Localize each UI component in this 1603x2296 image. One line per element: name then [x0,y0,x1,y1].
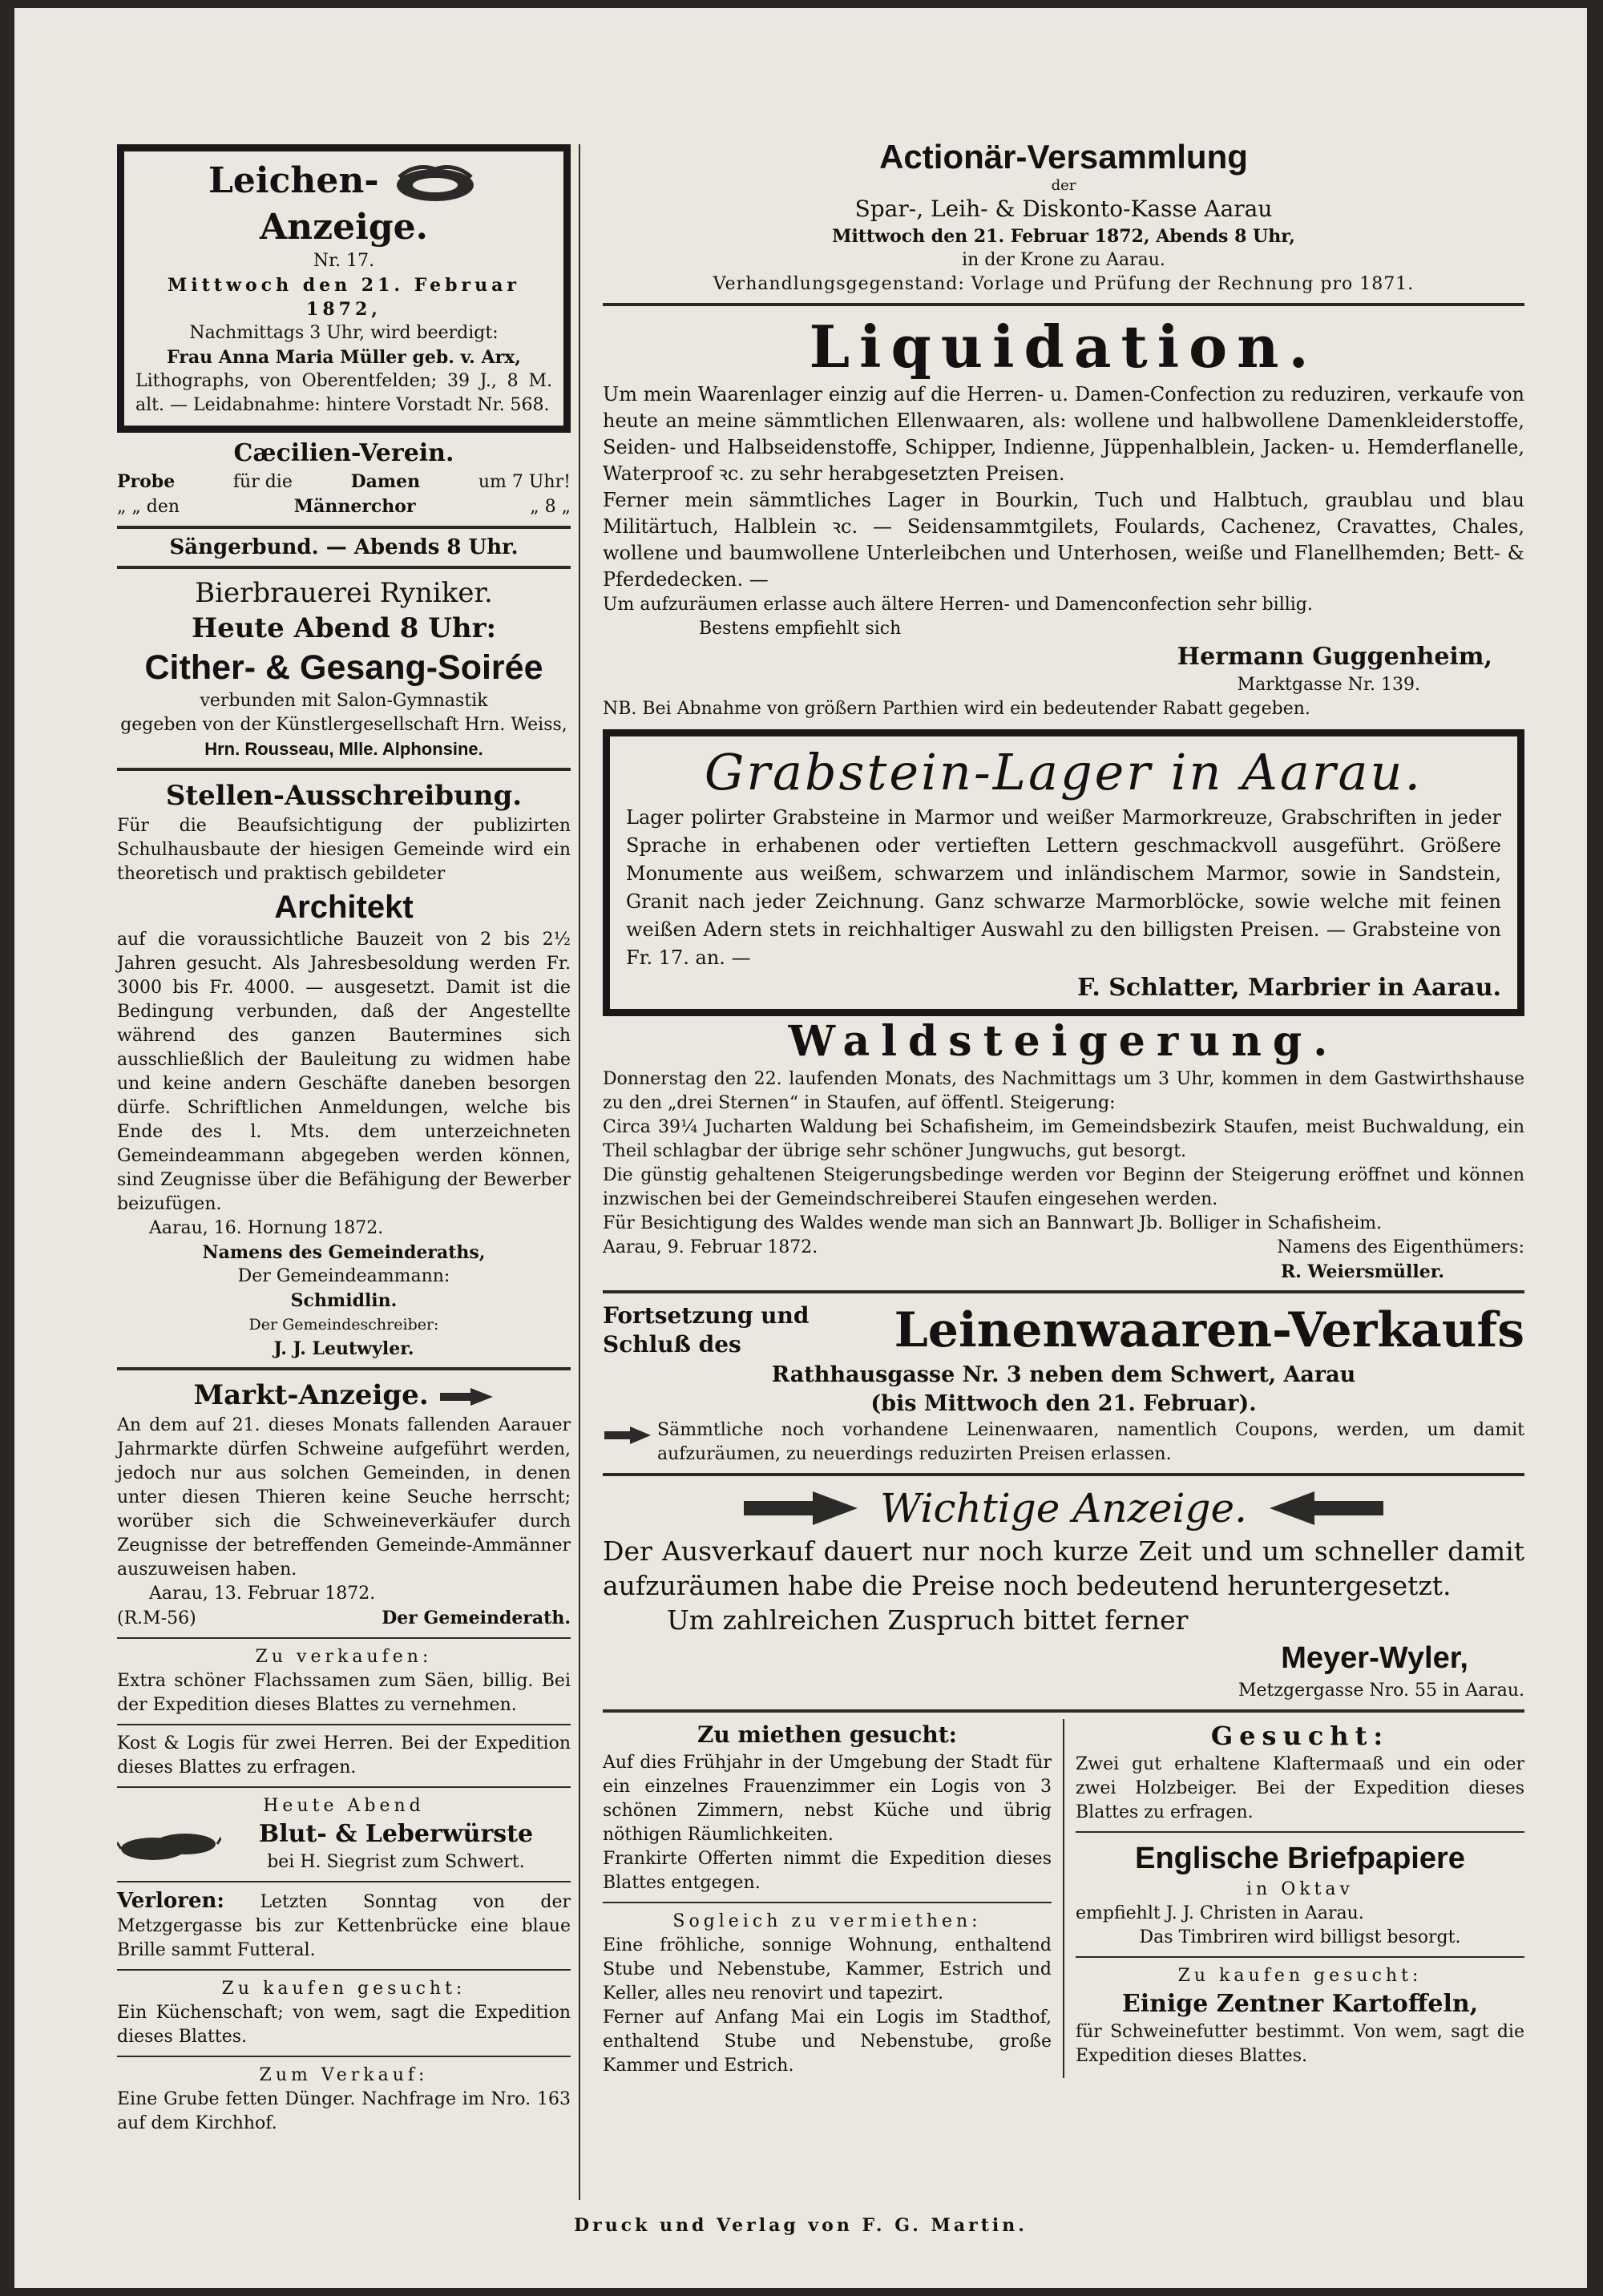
caecilien-line2 [117,494,571,519]
death-notice [117,144,571,433]
forest-p2: Circa 39¼ Jucharten Waldung bei Schafisheim, im Gemeindsbezirk Staufen, meist Buchwaldung, ein Theil schlagbar der übrige sehr schöner Jungwuchs, gut besorgt. [603,1117,1524,1161]
job-sig4: Der Gemeindeschreiber: [248,1315,439,1334]
job-title: Stellen-Ausschreibung. [165,779,523,812]
bottom-ads-left [603,1719,1052,2078]
market-body: An dem auf 21. dieses Monats fallenden Aarauer Jahrmarkte dürfen Schweine aufgeführt werden, jedoch nur aus solchen Gemeinden, in denen unter diesen Thieren keine Seuche herrscht; worüber sich die Schweineverkäufer durch Zeugnisse der betreffenden Gemeinde-Ammänner auszuweisen haben. [117,1414,571,1580]
death-notice-name: Frau Anna Maria Müller geb. v. Arx, [167,346,521,368]
right-column [603,136,1524,2078]
liquidation-p4: Bestens empfiehlt sich [699,619,902,639]
potato-title: Zu kaufen gesucht: [1177,1966,1423,1986]
rule [1076,1956,1524,1958]
linen-addr: Rathhausgasse Nr. 3 neben dem Schwert, Aarau [771,1362,1356,1387]
stationery-title: Englische Briefpapiere [1135,1842,1465,1875]
caecilien-damen: Damen [350,470,421,492]
forest-date: Aarau, 9. Februar 1872. [603,1237,818,1257]
for-rent-body2: Ferner auf Anfang Mai ein Logis im Stadthof, enthaltend Stube und Nebenstube, große Kammer und Estrich. [603,2007,1052,2076]
job-sig2: Der Gemeindeammann: [237,1265,450,1286]
forest-p3: Die günstig gehaltenen Steigerungsbedinge werden vor Beginn der Steigerung eröffnet und können inzwischen bei der Gemeindschreiberei Staufen eingesehen werden. [603,1165,1524,1209]
rule [603,1902,1052,1903]
potato-big: Einige Zentner Kartoffeln, [1121,1990,1479,2018]
lost-notice [117,1889,571,1963]
linen-header [603,1300,1524,1361]
rule [117,768,571,771]
gravestone-box [603,729,1524,1016]
job-position: Architekt [274,889,414,925]
shareholder-place: in der Krone zu Aarau. [962,250,1165,270]
important-addr: Metzgergasse Nro. 55 in Aarau. [1238,1681,1524,1701]
wanted-body: Zwei gut erhaltene Klaftermaaß und ein oder zwei Holzbeiger. Bei der Expedition dieses Blattes zu erfragen. [1076,1754,1524,1822]
rule [603,1290,1524,1293]
forest-sig2: R. Weiersmüller. [1280,1261,1444,1282]
sausage-icon [117,1826,221,1866]
wanted-title: Gesucht: [1210,1721,1390,1751]
bottom-ads [603,1719,1524,2078]
liquidation-p2: Ferner mein sämmtliches Lager in Bourkin, Tuch und Halbtuch, graublau und blau Militärtuch, Halblein ꝛc. — Seidensammtgilets, Foulards, Cachenez, Cravattes, Chales, wollene und baumwollene Unterleibchen und Unterhosen, weiße und Flanellhemden; Bett- & Pferdedecken. — [603,489,1524,591]
linen-title: Leinenwaaren-Verkaufs [894,1302,1524,1358]
rent-wanted-title: Zu miethen gesucht: [697,1721,958,1748]
forest-p1: Donnerstag den 22. laufenden Monats, des Nachmittags um 3 Uhr, kommen in dem Gastwirthshause zu den „drei Sternen“ in Staufen, auf öffentl. Steigerung: [603,1069,1524,1113]
linen-until: (bis Mittwoch den 21. Februar). [870,1391,1257,1416]
liquidation-title: Liquidation. [809,313,1318,381]
stationery-sub: in Oktav [1246,1879,1354,1899]
column-divider [579,144,580,2200]
for-rent-body1: Eine fröhliche, sonnige Wohnung, enthaltend Stube und Nebenstube, Kammer, Estrich und Keller, alles neu renovirt und tapezirt. [603,1935,1052,2003]
sausage-title: Blut- & Leberwürste [258,1819,534,1848]
death-notice-time: Nachmittags 3 Uhr, wird beerdigt: [189,322,499,343]
death-notice-title-right: Anzeige. [260,206,428,248]
market-date: Aarau, 13. Februar 1872. [149,1583,376,1604]
imprint: Druck und Verlag von F. G. Martin. [574,2215,1028,2236]
shareholder-bank: Spar-, Leih- & Diskonto-Kasse Aarau [854,196,1273,222]
rule [117,526,571,529]
job-place-date: Aarau, 16. Hornung 1872. [149,1217,384,1238]
caecilien-title: Cæcilien-Verein. [233,438,454,467]
caecilien-den: „ „ den [117,496,180,517]
shareholder-title: Actionär-Versammlung [879,138,1248,176]
liquidation-sig: Hermann Guggenheim, [1177,643,1492,671]
linen-pre1: Fortsetzung und [603,1302,810,1329]
brewery-line3: Hrn. Rousseau, Mlle. Alphonsine. [204,738,483,759]
death-notice-details: Lithographs, von Oberentfelden; 39 J., 8 M. alt. — Leidabnahme: hintere Vorstadt Nr. 568. [135,370,552,415]
market-sig-row [117,1606,571,1631]
potato-body: für Schweinefutter bestimmt. Von wem, sagt die Expedition dieses Blattes. [1076,2022,1524,2066]
market-title [117,1377,571,1414]
brewery-event: Cither- & Gesang-Soirée [144,648,543,687]
rule [117,1724,571,1725]
death-notice-date: Mittwoch den 21. Februar 1872, [168,274,520,320]
forest-sig1: Namens des Eigenthümers: [1277,1237,1524,1257]
linen-pre2: Schluß des [603,1331,741,1358]
left-column [117,144,571,2136]
rule [117,1367,571,1370]
market-title-text: Markt-Anzeige. [193,1378,429,1411]
shareholder-agenda: Verhandlungsgegenstand: Vorlage und Prüfung der Rechnung pro 1871. [713,274,1415,294]
forest-sig-row [603,1236,1524,1260]
caecilien-maennerchor: Männerchor [293,495,416,517]
stationery-line: empfiehlt J. J. Christen in Aarau. [1076,1903,1364,1923]
sausage-line3: bei H. Siegrist zum Schwert. [267,1851,525,1872]
manure-body: Eine Grube fetten Dünger. Nachfrage im Nro. 163 auf dem Kirchhof. [117,2088,571,2133]
gravestone-body: Lager polirter Grabsteine in Marmor und weißer Marmorkreuze, Grabschriften in jeder Sprache in erhabenen oder vertieften Lettern geschmackvoll ausgeführt. Größere Monumente aus weißem, schwarzem und inländischem Marmor, sowie in Sandstein, Granit nach jeder Zeichnung. Ganz schwarze Marmorblöcke, sowie welche mit feinen weißen Adern stets in reichhaltiger Auswahl zu den billigsten Preisen. — Grabsteine von Fr. 17. an. — [626,806,1501,969]
brewery-line2: gegeben von der Künstlergesellschaft Hrn. Weiss, [120,714,567,735]
death-notice-nr: Nr. 17. [313,250,375,271]
pointing-hand-icon [603,1423,652,1447]
important-header [603,1483,1524,1534]
board-body: Kost & Logis für zwei Herren. Bei der Expedition dieses Blattes zu erfragen. [117,1733,571,1777]
bottom-ads-divider [1063,1719,1064,2078]
gravestone-sig: F. Schlatter, Marbrier in Aarau. [1077,974,1501,1002]
liquidation-p3: Um aufzuräumen erlasse auch ältere Herren- und Damenconfection sehr billig. [603,595,1313,615]
newspaper-page [14,8,1587,2288]
job-sig5: J. J. Leutwyler. [273,1338,414,1359]
job-intro: Für die Beaufsichtigung der publizirten Schulhausbaute der hiesigen Gemeinde wird ein theoretisch und praktisch gebildeter [117,815,571,884]
brewery-time: Heute Abend 8 Uhr: [191,611,497,644]
lost-label: Verloren: [117,1888,224,1913]
rule [1076,1831,1524,1833]
rule [603,1473,1524,1476]
manure-title: Zum Verkauf: [259,2064,429,2085]
forest-title: Waldsteigerung. [788,1017,1339,1066]
saengerbund: Sängerbund. — Abends 8 Uhr. [169,535,519,559]
rule [603,1709,1524,1713]
rule [117,1881,571,1882]
linen-body-row [603,1418,1524,1467]
bottom-ads-right [1076,1719,1524,2078]
sausage-row [117,1818,571,1874]
liquidation-addr: Marktgasse Nr. 139. [1237,675,1420,695]
liquidation-nb: NB. Bei Abnahme von größern Parthien wird ein bedeutender Rabatt gegeben. [603,699,1310,719]
rule [117,2056,571,2057]
pointing-hand-right-icon [741,1487,861,1530]
caecilien-fuer: für die [232,471,293,492]
job-sig3: Schmidlin. [290,1289,398,1311]
caecilien-line1 [117,470,571,494]
brewery-line1: verbunden mit Salon-Gymnastik [200,690,488,711]
wreath-icon [391,161,479,206]
rent-wanted-body2: Frankirte Offerten nimmt die Expedition dieses Blattes entgegen. [603,1849,1052,1893]
lost-body: Letzten Sonntag von der Metzgergasse bis zur Kettenbrücke eine blaue Brille sammt Futteral. [117,1891,571,1960]
rent-wanted-body1: Auf dies Frühjahr in der Umgebung der Stadt für ein einzelnes Frauenzimmer ein Logis von 3 schönen Zimmern, nebst Küche und übrig nöthigen Räumlichkeiten. [603,1753,1052,1845]
linen-body: Sämmtliche noch vorhandene Leinenwaaren, namentlich Coupons, werden, um damit aufzuräumen, zu neuerdings reduzirten Preisen erlassen. [657,1420,1524,1464]
stationery-line2: Das Timbriren wird billigst besorgt. [1139,1927,1461,1947]
cupboard-title: Zu kaufen gesucht: [221,1978,466,1999]
cupboard-body: Ein Küchenschaft; von wem, sagt die Expedition dieses Blattes. [117,2002,571,2047]
rule [117,1969,571,1971]
forest-p4: Für Besichtigung des Waldes wende man sich an Bannwart Jb. Bolliger in Schafisheim. [603,1213,1383,1233]
market-code: (R.M-56) [117,1608,196,1628]
important-sig: Meyer-Wyler, [1281,1641,1468,1675]
rule [117,566,571,569]
liquidation-p1: Um mein Waarenlager einzig auf die Herren- u. Damen-Confection zu reduziren, verkaufe von heute an meine sämmtlichen Ellenwaaren, als: wollene und halbwollene Damenkleiderstoffe, Seiden- und Halbseidenstoffe, Schipper, Indienne, Jüppenhalblein, Jacken- u. Hemderflanelle, Waterproof ꝛc. zu sehr herabgesetzten Preisen. [603,383,1524,485]
rule [603,303,1524,306]
caecilien-time2: „ 8 „ [530,496,571,517]
brewery-title: Bierbrauerei Ryniker. [195,576,493,609]
pointing-hand-icon [438,1385,495,1409]
rule [117,1786,571,1788]
shareholder-der: der [1051,177,1076,194]
flax-title: Zu verkaufen: [255,1646,433,1667]
gravestone-title: Grabstein-Lager in Aarau. [704,743,1423,801]
important-body1: Der Ausverkauf dauert nur noch kurze Zeit und um schneller damit aufzuräumen habe die Preise noch bedeutend heruntergesetzt. [603,1535,1524,1601]
caecilien-probe: Probe [117,470,176,492]
shareholder-date: Mittwoch den 21. Februar 1872, Abends 8 Uhr, [832,226,1295,247]
caecilien-time: um 7 Uhr! [478,471,571,492]
job-body: auf die voraussichtliche Bauzeit von 2 bis 2½ Jahren gesucht. Als Jahresbesoldung werden Fr. 3000 bis Fr. 4000. — ausgesetzt. Damit ist die Bedingung verbunden, daß der Angestellte während des ganzen Bautermines sich ausschließlich der Bauleitung zu widmen habe und keine andern Geschäfte daneben besorgen dürfe. Schriftlichen Anmeldungen, welche bis Ende des l. Mts. dem unterzeichneten Gemeindeammann abgegeben werden können, sind Zeugnisse über die Befähigung der Bewerber beizufügen. [117,929,571,1214]
death-notice-title-left: Leichen- [208,160,379,201]
for-rent-title: Sogleich zu vermiethen: [672,1911,982,1931]
pointing-hand-left-icon [1266,1487,1387,1530]
important-title: Wichtige Anzeige. [879,1485,1247,1531]
sausage-line1: Heute Abend [263,1795,425,1816]
market-sig: Der Gemeinderath. [382,1607,571,1628]
important-body2: Um zahlreichen Zuspruch bittet ferner [667,1604,1189,1636]
rule [117,1637,571,1639]
flax-body: Extra schöner Flachssamen zum Säen, billig. Bei der Expedition dieses Blattes zu vernehmen. [117,1670,571,1715]
job-sig1: Namens des Gemeinderaths, [202,1241,486,1263]
